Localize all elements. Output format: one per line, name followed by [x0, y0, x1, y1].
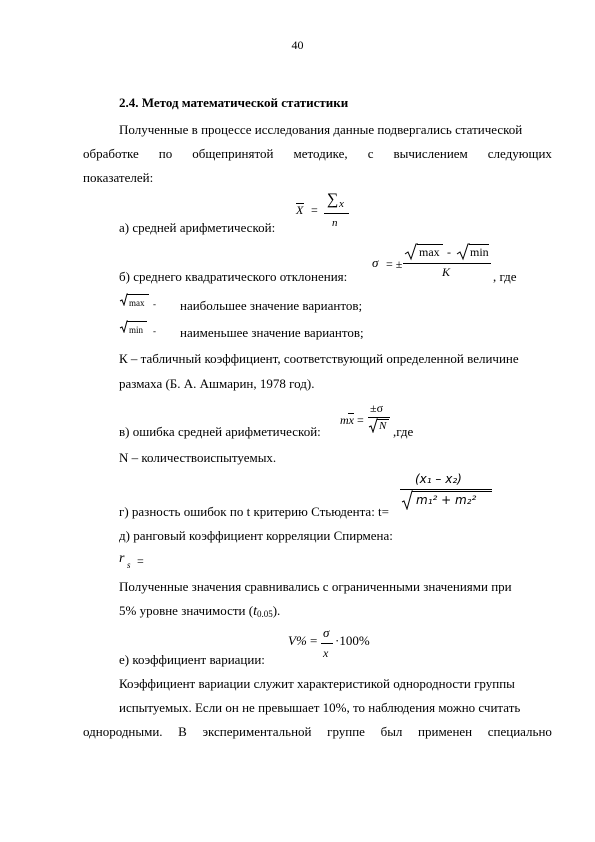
cv-tail: ·100% — [335, 633, 370, 648]
page-number: 40 — [291, 38, 304, 52]
cv-den: x — [323, 646, 329, 660]
t-crit-sub: 0.05 — [256, 609, 273, 619]
intro-line-2 — [83, 146, 552, 162]
student-den: m₁² + m₂² — [416, 493, 477, 507]
cv-line-2: испытуемых. Если он не превышает 10%, то наблюдения можно считать — [119, 700, 521, 715]
word: специально — [487, 724, 552, 739]
word: применен — [418, 724, 473, 739]
sigma-den: K — [442, 265, 451, 279]
mean-eq: = — [311, 203, 318, 217]
sigma-num-min: min — [470, 245, 489, 259]
sqrt-icon — [404, 243, 418, 261]
mean-num: x — [339, 198, 344, 210]
mean-bar — [296, 203, 304, 204]
word: общепринятой — [192, 146, 274, 161]
n-text: N – количествоиспытуемых. — [119, 450, 277, 465]
sum-sign: ∑ — [327, 191, 339, 208]
intro-line-3: показателей: — [83, 170, 154, 185]
cv-line-1: Коэффициент вариации служит характеристикой однородности группы — [119, 676, 515, 691]
student-num: (x₁ – x₂) — [415, 472, 462, 486]
compare-text-b: ). — [272, 603, 281, 618]
sigma-minus: - — [447, 245, 451, 259]
word: по — [158, 146, 173, 161]
spearman-sub: s — [127, 560, 131, 570]
sigma-num-max: max — [419, 245, 440, 259]
item-v: в) ошибка средней арифметической: — [119, 424, 321, 439]
spearman-lhs: r — [119, 551, 125, 566]
item-b-suffix: , где — [493, 269, 517, 284]
word: с — [367, 146, 374, 161]
cv-frac-line — [321, 643, 333, 644]
error-den: N — [379, 420, 387, 432]
item-d: д) ранговый коэффициент корреляции Спирмена: — [119, 528, 393, 543]
error-eq: = — [357, 413, 364, 427]
item-v-suffix: ,где — [393, 424, 414, 439]
word: экспериментальной — [202, 724, 312, 739]
sqrt-min-dash: - — [153, 326, 156, 336]
word: был — [380, 724, 403, 739]
sigma-frac-line — [403, 263, 491, 264]
sqrt-max-dash: - — [153, 299, 156, 309]
sqrt-icon — [401, 490, 413, 510]
cv-lhs: V% — [288, 633, 307, 648]
word: однородными. — [83, 724, 163, 739]
mean-den: n — [332, 217, 338, 229]
sqrt-bar — [412, 491, 492, 492]
sqrt-max-label: max — [129, 298, 145, 308]
max-text: наибольшее значение вариантов; — [180, 298, 363, 313]
intro-line-1: Полученные в процессе исследования данные подвергались статической — [119, 122, 523, 137]
error-num: ±σ — [370, 401, 384, 415]
word: вычислением — [393, 146, 468, 161]
item-b: б) среднего квадратического отклонения: — [119, 269, 348, 284]
spearman-eq: = — [137, 554, 144, 568]
mean-lhs: X — [296, 203, 304, 217]
sqrt-icon — [368, 418, 378, 433]
compare-line-1: Полученные значения сравнивались с ограниченными значениями при — [119, 579, 512, 594]
sqrt-bar — [127, 294, 149, 295]
compare-line-2 — [119, 603, 280, 620]
word: методике, — [293, 146, 348, 161]
item-e: е) коэффициент вариации: — [119, 652, 265, 667]
sigma-eq: = ± — [386, 257, 403, 271]
compare-text-a: 5% уровне значимости ( — [119, 603, 254, 618]
word: В — [178, 724, 187, 739]
k-text-2: размаха (Б. А. Ашмарин, 1978 год). — [119, 376, 315, 391]
word: группе — [327, 724, 365, 739]
error-lhs: mx — [340, 413, 354, 427]
sqrt-icon — [456, 243, 470, 261]
error-bar — [348, 413, 354, 414]
k-text-1: К – табличный коэффициент, соответствующий определенной величине — [119, 351, 519, 366]
cv-num: σ — [323, 625, 330, 640]
item-a: а) средней арифметической: — [119, 220, 276, 235]
word: обработке — [83, 146, 139, 161]
word: следующих — [487, 146, 552, 161]
mean-frac-line — [324, 213, 349, 214]
t-crit: t — [253, 604, 257, 619]
section-heading: 2.4. Метод математической статистики — [119, 95, 349, 110]
sqrt-bar — [127, 321, 147, 322]
sigma-lhs: σ — [372, 255, 379, 270]
cv-line-3 — [83, 724, 552, 740]
cv-eq: = — [310, 633, 318, 648]
student-frac-line — [400, 489, 492, 490]
item-g: г) разность ошибок по t критерию Стьюдента: t= — [119, 504, 390, 519]
sqrt-min-label: min — [129, 325, 144, 335]
min-text: наименьшее значение вариантов; — [180, 325, 364, 340]
